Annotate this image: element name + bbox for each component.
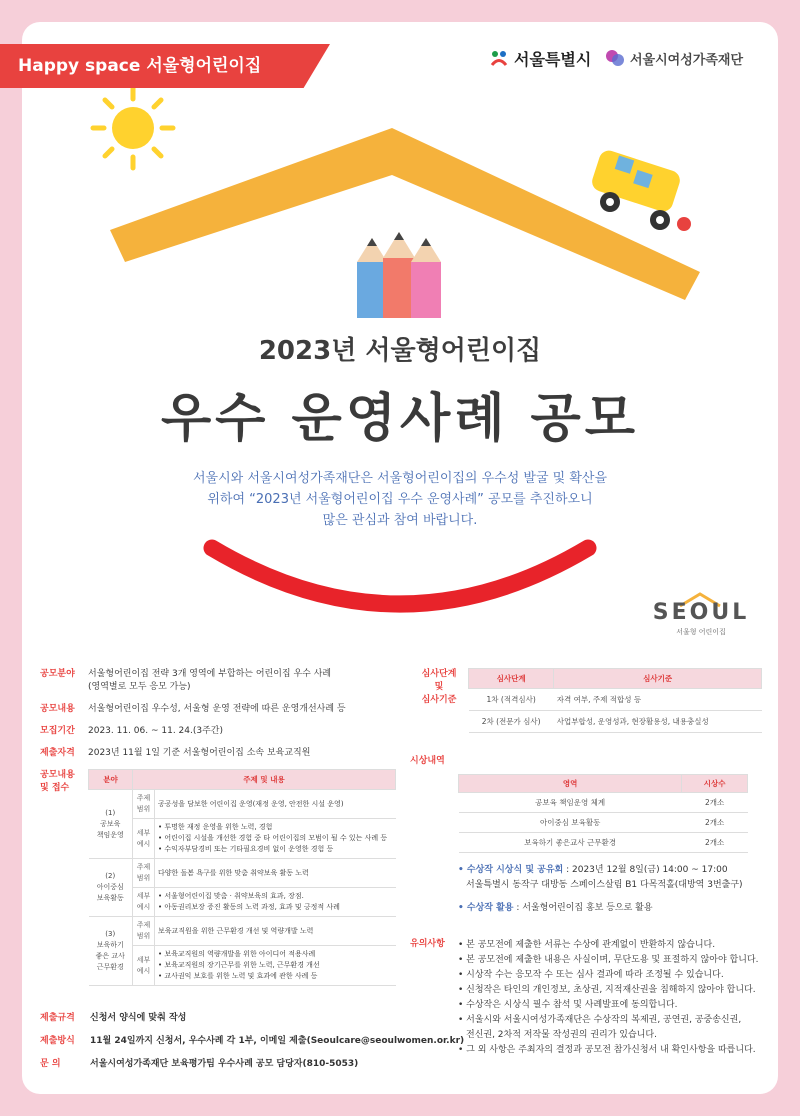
example-line: • 수익자부담경비 또는 기타필요경비 없이 운영한 경험 등 (158, 845, 334, 853)
footer-method (40, 1033, 740, 1046)
kind-line: 세부 (136, 955, 151, 964)
review-table (468, 668, 762, 733)
info-label: 공모내용 (40, 704, 75, 714)
footer-value: 신청서 양식에 맞춰 작성 (90, 1013, 187, 1023)
note-item: • 본 공모전에 제출한 서류는 수상에 관계없이 반환하지 않습니다. (458, 940, 716, 950)
info-eligibility (40, 747, 396, 760)
note-item: • 본 공모전에 제출한 내용은 사실이며, 무단도용 및 표절하지 않아야 합니다. (458, 955, 759, 965)
table-row (89, 888, 396, 917)
note-item: • 시상작 수는 응모작 수 또는 심사 결과에 따라 조정될 수 있습니다. (458, 970, 724, 980)
examples-cell (155, 946, 396, 986)
info-period (40, 725, 396, 738)
label-line: 공모내용 (40, 770, 75, 780)
area-line: (2) (105, 872, 116, 880)
ceremony-place: 서울특별시 동작구 대방동 스페이스살림 B1 다목적홀(대방역 3번출구) (466, 880, 743, 890)
info-left-column (40, 668, 396, 995)
pencils-icon (357, 232, 441, 318)
title-year: 2023년 서울형어린이집 (258, 336, 542, 366)
area-cell (89, 859, 133, 917)
school-bus-icon (590, 148, 691, 231)
award-count-cell: 2개소 (682, 793, 748, 813)
seoul-wordmark: SEOUL (652, 600, 750, 625)
table-header-row (459, 775, 748, 793)
footer-value: 11월 24일까지 신청서, 우수사례 각 1부, 이메일 제출(Seoulcare@seoulwomen.or.kr) (90, 1036, 465, 1046)
area-line: 책임운영 (96, 830, 124, 839)
submission-table-wrap (88, 769, 396, 986)
area-line: 보육활동 (96, 894, 124, 902)
table-header-row (89, 770, 396, 790)
criteria-cell: 사업부합성, 운영성과, 현장활용성, 내용충실성 (554, 711, 762, 733)
footer-format (40, 1010, 740, 1023)
info-label: 공모분야 (40, 669, 75, 679)
kind-cell (133, 946, 155, 986)
award-area-cell: 아이중심 보육활동 (459, 813, 682, 833)
info-label: 모집기간 (40, 726, 75, 736)
award-count-cell: 2개소 (682, 833, 748, 853)
kind-line: 범위 (136, 932, 151, 940)
area-line: 근무환경 (96, 963, 124, 971)
title-main: 우수 운영사례 공모 (160, 389, 640, 449)
stage-cell: 2차 (전문가 심사) (469, 711, 554, 733)
kind-line: 예시 (136, 966, 151, 975)
table-header: 심사기준 (554, 669, 762, 689)
seoul-brand (646, 600, 756, 637)
examples-cell (155, 819, 396, 859)
ribbon-text: Happy space 서울형어린이집 (18, 56, 262, 76)
kind-line: 예시 (136, 903, 151, 911)
example-line: • 교사권익 보호를 위한 노력 및 효과에 관한 사례 등 (158, 972, 318, 980)
area-line: 보육하기 (96, 941, 124, 949)
review-table-wrap (468, 668, 762, 733)
topic-cell: 공공성을 담보한 어린이집 운영(재정 운영, 안전한 시설 운영) (155, 790, 396, 819)
topic-table (88, 769, 396, 986)
use-label: • 수상작 활용 (458, 903, 514, 913)
examples-cell (155, 888, 396, 917)
area-cell (89, 917, 133, 986)
area-line: (3) (105, 930, 116, 938)
kind-cell (133, 917, 155, 946)
info-value: 서울형어린이집 우수성, 서울형 운영 전략에 따른 운영개선사례 등 (88, 704, 346, 714)
use-line (458, 901, 762, 916)
area-line: 공보육 (100, 819, 121, 828)
footer-label: 제출방식 (40, 1036, 75, 1046)
kind-line: 주제 (136, 794, 151, 802)
table-row (459, 793, 748, 813)
footer-label: 문 의 (40, 1059, 61, 1069)
table-row (459, 833, 748, 853)
ceremony-value: : 2023년 12월 8일(금) 14:00 ~ 17:00 (563, 865, 728, 875)
table-header: 시상수 (682, 775, 748, 793)
example-line: • 서울형어린이집 맞춤 · 취약보육의 효과, 장점. (158, 892, 304, 900)
table-row (459, 813, 748, 833)
award-area-cell: 공보육 책임운영 체계 (459, 793, 682, 813)
info-value (88, 668, 396, 694)
info-value: 2023. 11. 06. ~ 11. 24.(3주간) (88, 726, 223, 736)
foundation-name: 서울시여성가족재단 (630, 52, 744, 68)
awards-section (410, 755, 762, 916)
kind-line: 범위 (136, 805, 151, 813)
table-row (89, 819, 396, 859)
table-header: 영역 (459, 775, 682, 793)
kind-line: 범위 (136, 874, 151, 882)
review-label (410, 668, 468, 733)
table-row (89, 790, 396, 819)
table-header: 심사단계 (469, 669, 554, 689)
table-row (469, 689, 762, 711)
table-header: 분야 (89, 770, 133, 790)
kind-cell (133, 819, 155, 859)
footer-value: 서울시여성가족재단 보육평가팀 우수사례 공모 담당자(810-5053) (90, 1059, 359, 1069)
topic-cell: 보육교직원을 위한 근무환경 개선 및 역량개발 노력 (155, 917, 396, 946)
example-line: • 보육교직원의 장기근무를 위한 노력, 근무환경 개선 (158, 961, 320, 969)
award-count-cell: 2개소 (682, 813, 748, 833)
footer-label: 제출규격 (40, 1013, 75, 1023)
intro-line: 서울시와 서울시여성가족재단은 서울형어린이집의 우수성 발굴 및 확산을 (192, 471, 608, 486)
award-area-cell: 보육하기 좋은교사 근무환경 (459, 833, 682, 853)
seoul-city-name: 서울특별시 (514, 49, 592, 69)
kind-line: 주제 (136, 921, 151, 929)
label-line: 심사기준 (421, 695, 457, 705)
ceremony-label: • 수상작 시상식 및 공유회 (458, 865, 564, 875)
area-line: 아이중심 (96, 883, 124, 891)
use-value: : 서울형어린이집 홍보 등으로 활용 (513, 903, 653, 913)
table-row (89, 917, 396, 946)
table-row (89, 946, 396, 986)
example-line: • 투명한 재정 운영을 위한 노력, 경험 (158, 823, 273, 831)
kind-line: 예시 (136, 839, 151, 848)
intro-text (150, 468, 650, 531)
label-line: 및 접수 (40, 783, 70, 793)
table-header-row (469, 669, 762, 689)
example-line: • 아동권리보장 증진 활동의 노력 과정, 효과 및 긍정적 사례 (158, 903, 340, 911)
example-line: • 보육교직원의 역량개발을 위한 아이디어 적용사례 (158, 950, 316, 958)
kind-cell (133, 888, 155, 917)
intro-line: 많은 관심과 참여 바랍니다. (322, 513, 478, 528)
info-right-column (410, 668, 762, 1067)
table-header: 주제 및 내용 (133, 770, 396, 790)
info-value: 2023년 11월 1일 기준 서울형어린이집 소속 보육교직원 (88, 748, 311, 758)
info-label (40, 769, 88, 986)
seoul-subtitle: 서울형 어린이집 (676, 628, 726, 636)
info-field (40, 668, 396, 694)
area-cell (89, 790, 133, 859)
kind-line: 주제 (136, 863, 151, 871)
info-content (40, 703, 396, 716)
area-line: 좋은 교사 (95, 952, 125, 960)
label-line: 심사단계 (421, 669, 457, 679)
topic-cell: 다양한 돌봄 욕구를 위한 맞춤 취약보육 활동 노력 (155, 859, 396, 888)
footer-contact (40, 1056, 740, 1069)
kind-cell (133, 790, 155, 819)
awards-label: 시상내역 (410, 756, 445, 766)
sun-icon (93, 88, 173, 168)
footer-info (40, 1010, 740, 1079)
kind-line: 세부 (136, 828, 151, 837)
note-item: • 수상작은 시상식 필수 참석 및 사례발표에 동의합니다. (458, 1000, 678, 1010)
review-section (410, 668, 762, 733)
smile-icon (212, 548, 588, 604)
label-line: 및 (434, 682, 444, 692)
notes-label: 유의사항 (410, 939, 445, 949)
table-row (89, 859, 396, 888)
note-item: • 서울시와 서울시여성가족재단은 수상작의 복제권, 공연권, 공중송신권, (458, 1015, 742, 1025)
awards-details (458, 863, 762, 916)
stage-cell: 1차 (적격심사) (469, 689, 554, 711)
note-item: • 그 외 사항은 주최자의 결정과 공모전 참가신청서 내 확인사항을 따릅니다. (458, 1045, 756, 1055)
awards-table (458, 774, 748, 853)
info-submission (40, 769, 396, 986)
example-line: • 어린이집 시설을 개선한 경험 중 타 어린이집의 모범이 될 수 있는 사례 등 (158, 834, 388, 842)
table-row (469, 711, 762, 733)
area-line: (1) (105, 808, 116, 817)
intro-line: 위하여 “2023년 서울형어린이집 우수 운영사례” 공모를 추진하오니 (207, 492, 593, 507)
kind-cell (133, 859, 155, 888)
note-item: 전신권, 2차적 저작물 작성권의 권리가 있습니다. (466, 1030, 657, 1040)
criteria-cell: 자격 여부, 주제 적합성 등 (554, 689, 762, 711)
info-line: (영역별로 모두 응모 가능) (88, 682, 191, 692)
info-label: 제출자격 (40, 748, 75, 758)
note-item: • 신청작은 타인의 개인정보, 초상권, 지적재산권을 침해하지 않아야 합니다. (458, 985, 756, 995)
info-line: 서울형어린이집 전략 3개 영역에 부합하는 어린이집 우수 사례 (88, 669, 332, 679)
kind-line: 세부 (136, 892, 151, 900)
ceremony-line (458, 863, 762, 878)
